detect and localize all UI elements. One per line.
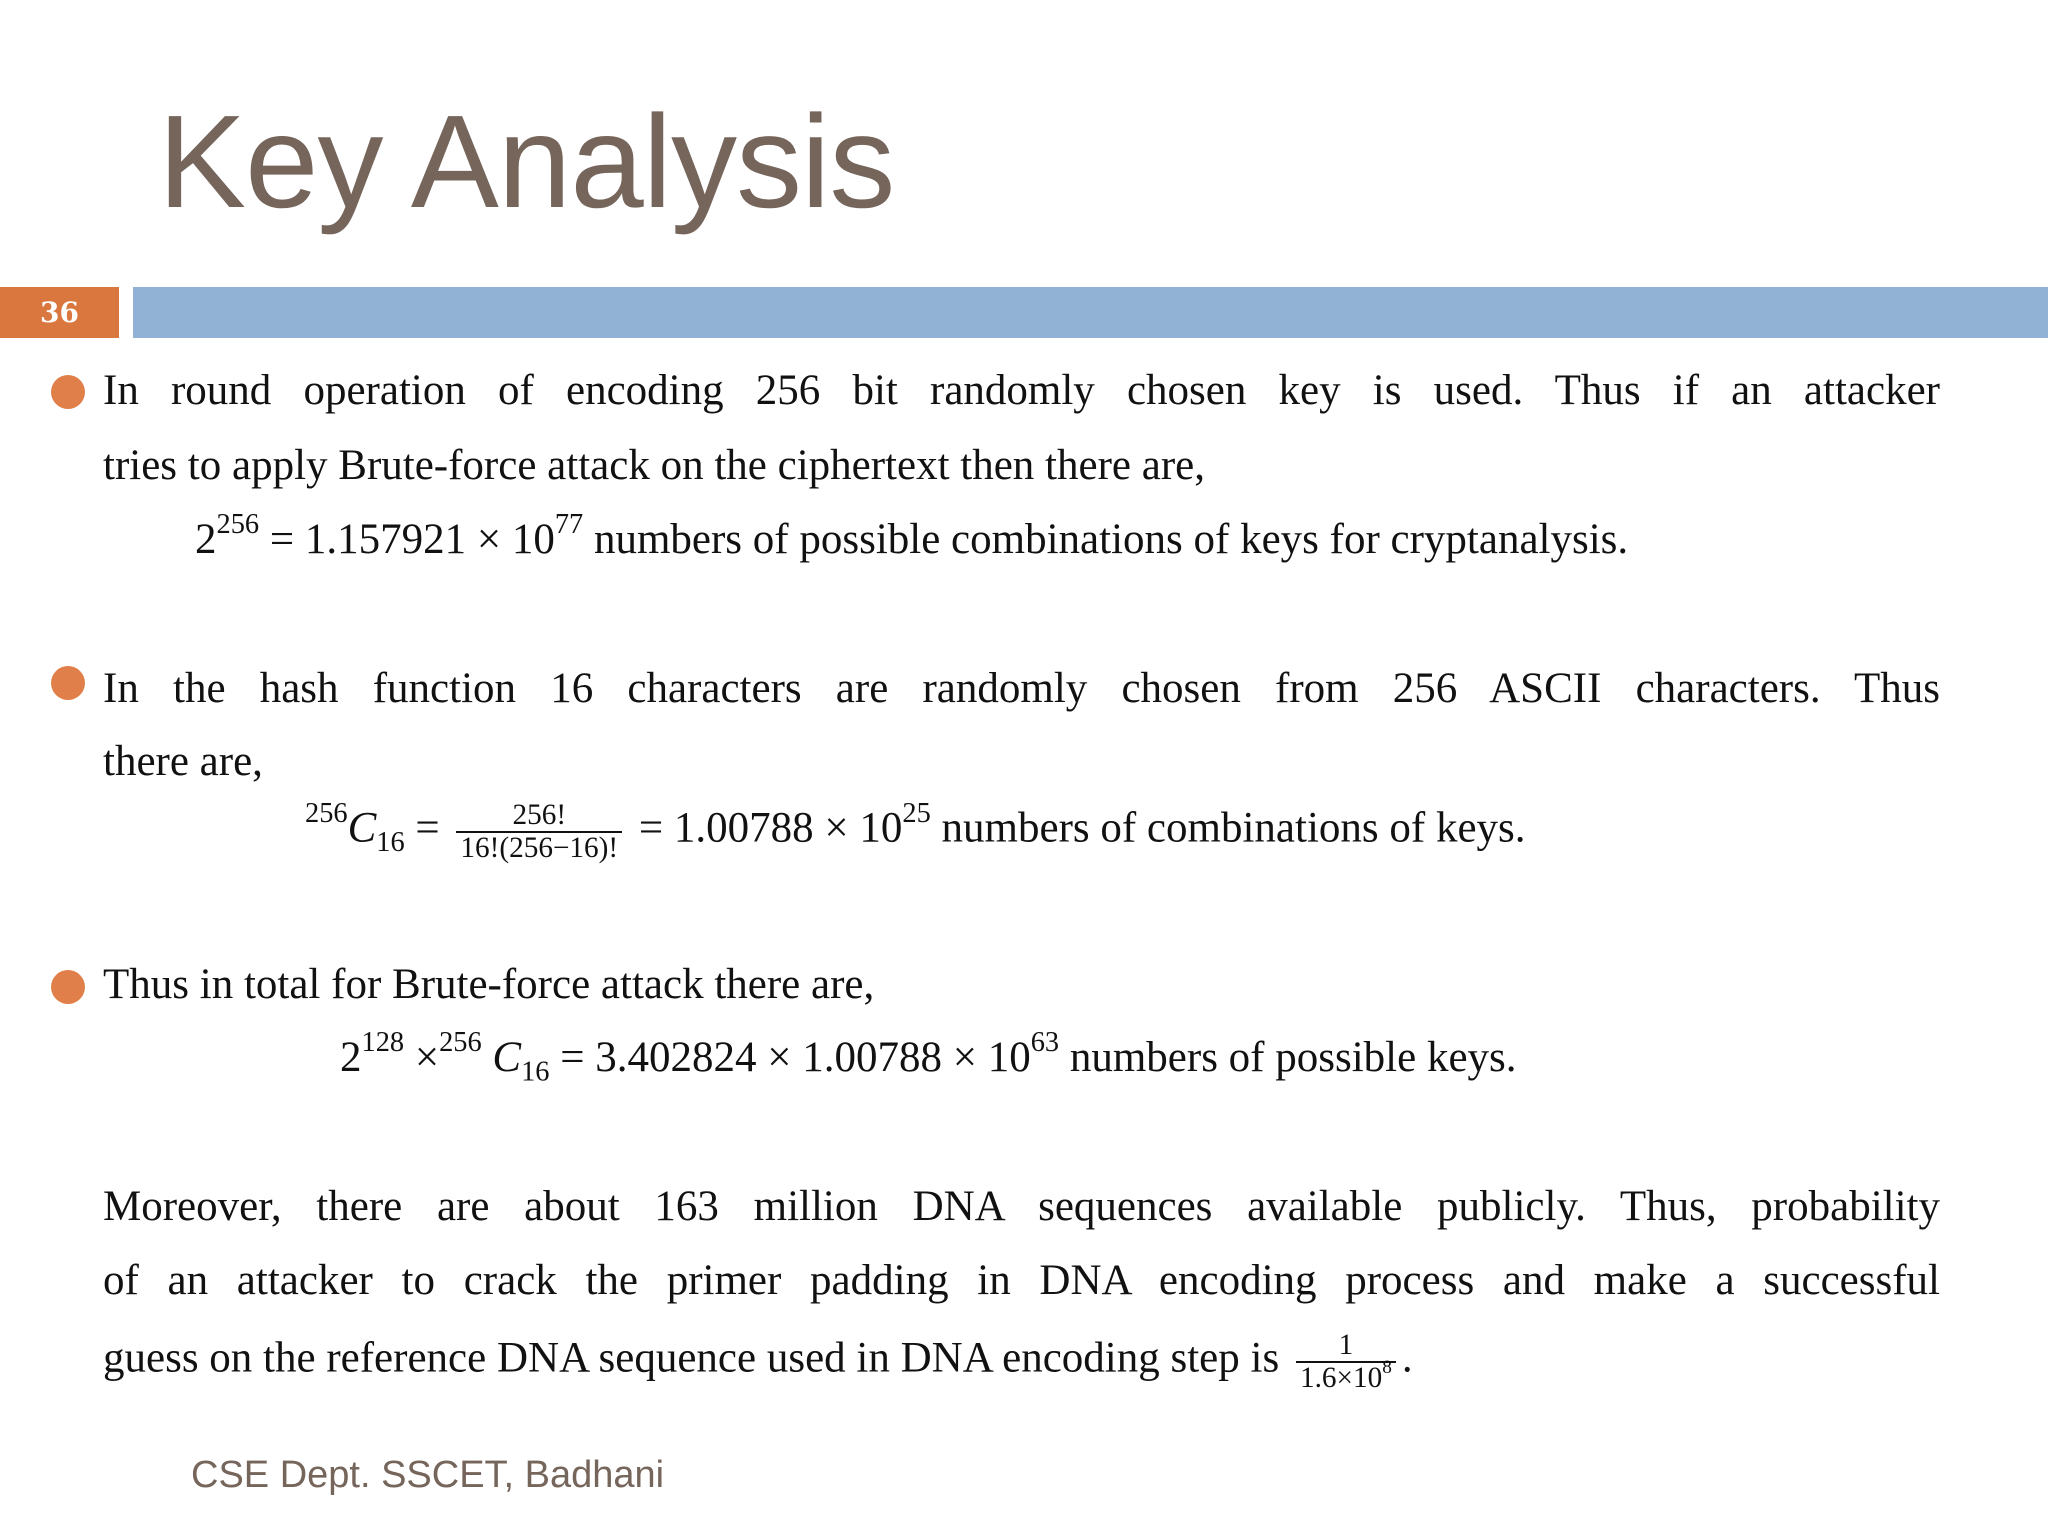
bullet2-equation [305,797,1526,864]
eq-text: numbers of combinations of keys. [941,804,1526,852]
bullet1-line2: tries to apply Brute-force attack on the ciphertext then there are, [103,442,1205,489]
bullet2-line1: In the hash function 16 characters are randomly chosen from 256 ASCII characters. Thus [103,665,1940,712]
bullet1-equation [195,509,1629,564]
bullet-dot [51,970,85,1004]
paragraph-end: . [1401,1334,1413,1382]
probability-numerator: 1 [1296,1330,1396,1363]
bullet2-line2: there are, [103,738,263,785]
eq-text: numbers of possible keys. [1069,1034,1517,1081]
eq-combination-k: 16 [376,827,405,859]
probability-denominator-base: 1.6×10 [1299,1361,1383,1394]
eq-exponent: 256 [216,509,260,541]
eq-exponent: 128 [361,1027,405,1059]
bullet1-line1: In round operation of encoding 256 bit randomly chosen key is used. Thus if an attacker [103,367,1940,414]
eq-fraction [456,800,622,863]
eq-value: = 3.402824 × 1.00788 × 10 [560,1034,1031,1081]
eq-combination-symbol: C [492,1034,522,1081]
eq-times: × [414,1034,440,1081]
bullet3-equation [340,1027,1517,1088]
eq-value: = 1.00788 × 10 [638,804,903,852]
bullet3-line1: Thus in total for Brute-force attack there are, [103,961,875,1008]
eq-value: = 1.157921 × 10 [269,516,555,563]
eq-equals: = [415,804,440,852]
eq-combination-n: 256 [439,1027,482,1059]
paragraph-line3 [103,1330,1413,1393]
eq-value-exponent: 77 [554,509,584,541]
probability-fraction [1296,1330,1396,1393]
slide-title: Key Analysis [158,88,895,235]
paragraph-line1: Moreover, there are about 163 million DNA sequences available publicly. Thus, probability [103,1183,1940,1230]
eq-value-exponent: 25 [902,797,931,829]
eq-value-exponent: 63 [1030,1027,1060,1059]
paragraph-line2: of an attacker to crack the primer padding in DNA encoding process and make a successful [103,1257,1940,1304]
eq-base: 2 [340,1034,362,1081]
bullet-dot [51,666,85,700]
eq-text: numbers of possible combinations of keys for cryptanalysis. [593,516,1629,563]
probability-denominator [1296,1357,1396,1394]
eq-fraction-denominator: 16!(256−16)! [460,831,619,864]
slide-number: 36 [0,287,119,338]
paragraph-line3-text: guess on the reference DNA sequence used in DNA encoding step is [103,1334,1280,1382]
eq-combination-symbol: C [347,804,377,852]
bullet-dot [51,375,85,409]
slide-footer: CSE Dept. SSCET, Badhani [191,1454,665,1496]
eq-base: 2 [195,516,217,563]
eq-combination-n: 256 [305,797,348,829]
eq-fraction-numerator: 256! [456,800,622,833]
eq-combination-k: 16 [521,1056,550,1088]
probability-denominator-exponent: 8 [1382,1357,1392,1379]
